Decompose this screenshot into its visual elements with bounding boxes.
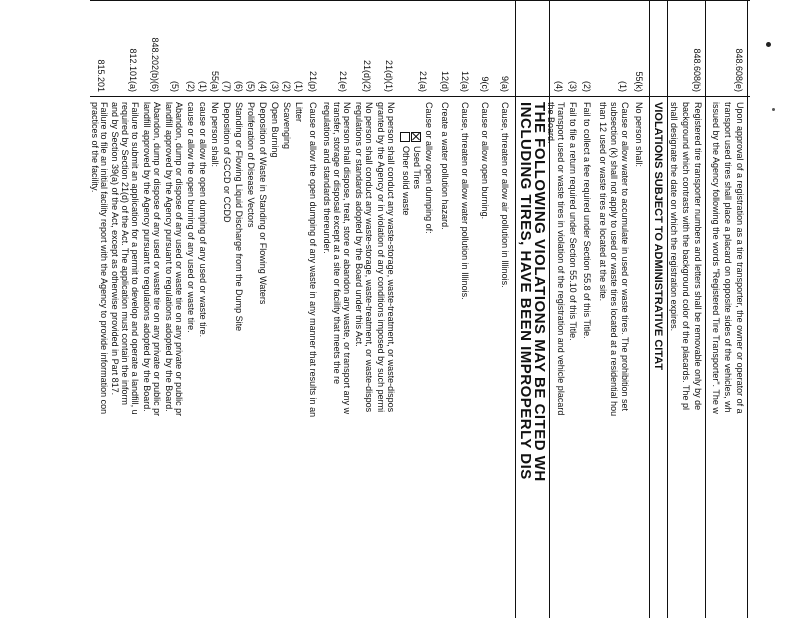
citation-code: (7) [222, 81, 232, 92]
citation-code: (5) [170, 81, 180, 92]
citation-text: Abandon, dump or dispose of any used or waste tire on any private or public pr landfill approved by the Agency pursuant to regulations adopted by the Board. [142, 102, 162, 417]
citation-text: Standing or Flowing Liquid Discharge from the Dump Site [234, 102, 244, 332]
section-heading: VIOLATIONS SUBJECT TO ADMINISTRATIVE CITAT [652, 102, 664, 371]
table-row-divider [705, 0, 706, 618]
citation-text: Cause or allow open burning. [480, 102, 490, 220]
scan-speck [766, 42, 771, 47]
citation-code: (1) [294, 81, 304, 92]
citation-code: 21(d)(1) [384, 59, 394, 92]
citation-text: Upon approval of a registration as a tire transporter, the owner or operator of a transport used tires shall place a placard on opposite sides of the vehicles, wh issued by the Agency following the words "Registered Tire Transporter". The w [711, 102, 745, 414]
citation-text: Scavenging [282, 102, 292, 150]
citation-code: (2) [282, 81, 292, 92]
citation-code: 21(d)(2) [362, 59, 372, 92]
citation-text: Create a water pollution hazard. [440, 102, 450, 230]
citation-code: (4) [554, 81, 564, 92]
citation-text: Fail to file a return required under Section 55.10 of this Title. [568, 102, 578, 341]
citation-code: 812.101(a) [128, 48, 138, 92]
dumping-options [400, 132, 422, 432]
citation-text: No person shall: [210, 102, 220, 168]
citation-code: 21(p) [308, 70, 318, 92]
citation-code: 815.201 [96, 59, 106, 92]
citation-code: (5) [246, 81, 256, 92]
citation-text: Cause or allow water to accumulate in used or waste tires. The prohibition set subsection (k) shall not apply to used or waste tires located at a residential hou than 12 used or waste tires are located at the site. [598, 102, 630, 417]
checked-box-icon[interactable] [411, 132, 421, 142]
citation-code: (1) [618, 81, 628, 92]
citation-code: 55(k) [634, 71, 644, 92]
option-used-tires[interactable]: Used Tires [411, 132, 422, 432]
citation-text: Transport used or waste tires in violation of the registration and vehicle placard the Board. [546, 102, 566, 416]
citation-text: Cause, threaten or allow air pollution in Illinois. [500, 102, 510, 288]
citation-text: No person shall conduct any waste-storage, waste-treatment, or waste-dispos regulations or standards adopted by the Board under this Act. [354, 102, 374, 413]
citation-code: 55(a) [210, 70, 220, 92]
citation-code: (3) [270, 81, 280, 92]
table-border-top [747, 0, 748, 618]
scan-speck [772, 108, 775, 111]
table-column-divider [90, 96, 750, 97]
citation-text: Failure to file an initial facility report with the Agency to provide information con practices of the facility. [90, 102, 109, 415]
citation-code: 9(a) [500, 75, 510, 92]
table-row-divider [649, 0, 650, 618]
citation-code: 848.608(e) [734, 48, 744, 92]
main-heading: THE FOLLOWING VIOLATIONS MAY BE CITED WH INCLUDING TIRES, HAVE BEEN IMPROPERLY DIS [517, 102, 548, 482]
citation-text: Litter [294, 102, 304, 123]
citation-code: (6) [234, 81, 244, 92]
option-other-solid-waste[interactable]: Other solid waste [400, 132, 411, 432]
citation-text: Deposition of GCCD or CCDD [222, 102, 232, 223]
citation-code: 848.608(b) [692, 48, 702, 92]
citation-text: Cause or allow the open dumping of any waste in any manner that results in an [308, 102, 318, 418]
citation-code: (1) [198, 81, 208, 92]
citation-text: Cause or allow open dumping of: [424, 102, 434, 234]
citation-text: Cause, threaten or allow water pollution in Illinois. [460, 102, 470, 300]
rotated-document [90, 0, 750, 618]
citation-text: Failure to submit an application for a permit to develop and operate a landfill, u required by Section 21(d) of the Act. The application must contain the inform and by Section 39(a) of the Act, except as otherwise provided in Part 817. [110, 102, 140, 415]
citation-text: Deposition of Waste in Standing or Flowing Waters [258, 102, 268, 305]
citation-text: No person shall dispose, treat, store or abandon any waste, or transport any w transfer, storage or disposal except at a site or facility that meets the re regulations and standards thereunder. [322, 102, 352, 415]
citation-code: (2) [186, 81, 196, 92]
table-row-divider [515, 0, 516, 618]
citation-code: 9(c) [480, 76, 490, 92]
citation-code: 848.202(b)(6) [150, 37, 160, 92]
citation-code: (2) [582, 81, 592, 92]
table-border-left [90, 0, 750, 1]
citation-text: No person shall: [634, 102, 644, 168]
citation-code: (4) [258, 81, 268, 92]
citation-code: (3) [568, 81, 578, 92]
citation-text: cause or allow the open dumping of any used or waste tire. [198, 102, 208, 338]
citation-text: Registered tire transporter numbers and letters shall be removable only by de background which contrasts with the background color of the placards. The pl shall designate the date on which the registration expires. [669, 102, 703, 411]
citation-code: 12(d) [440, 70, 450, 92]
citation-text: Open Burning [270, 102, 280, 158]
citation-code: 12(a) [460, 70, 470, 92]
citation-code: 21(e) [338, 70, 348, 92]
checkbox-icon[interactable] [400, 132, 410, 142]
citation-text: Proliferation of Disease Vectors [246, 102, 256, 228]
citation-text: No person shall conduct any waste-storage, waste-treatment, or waste-dispos granted by the Agency or in violation of any conditions imposed by such permi [376, 102, 396, 413]
citation-text: cause or allow the open burning of any used or waste tire. [186, 102, 196, 333]
citation-text: Abandon, dump or dispose of any used or waste tire on any private or public pr landfill approved by the Agency pursuant to regulations adopted by the Board. [164, 102, 184, 417]
citation-text: Fail to collect a fee required under Section 55.8 of this Title. [582, 102, 592, 339]
citation-code: 21(a) [418, 70, 428, 92]
